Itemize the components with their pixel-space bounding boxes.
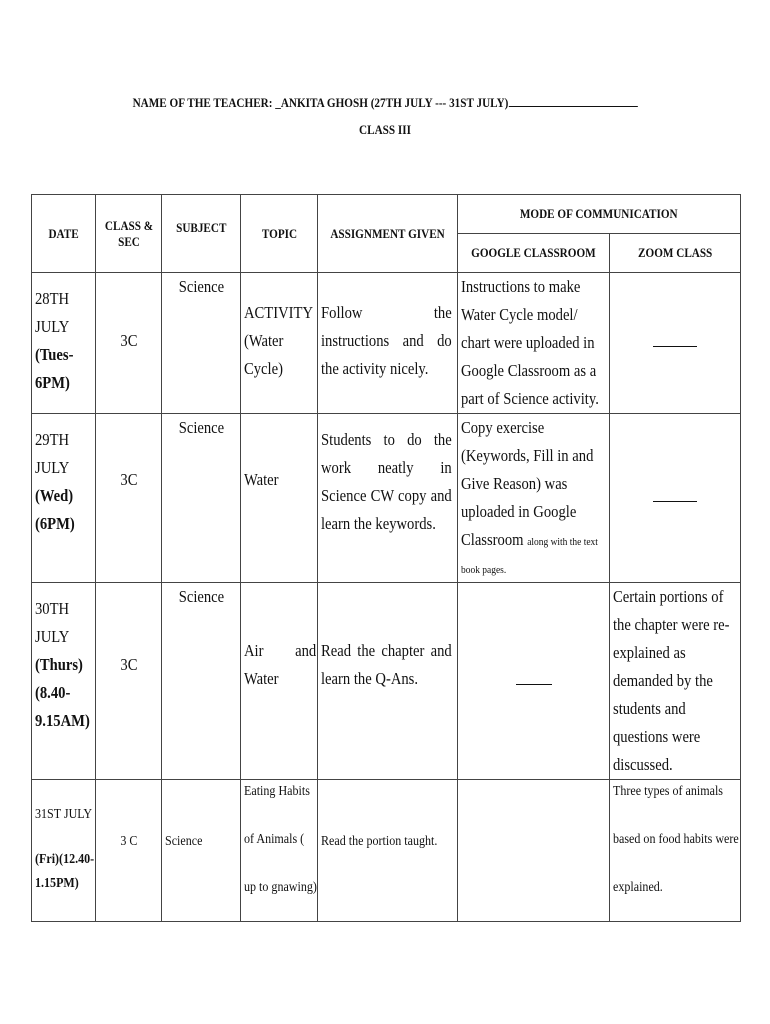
google-classroom-cell — [458, 780, 610, 922]
subject-cell: Science — [162, 414, 241, 583]
topic-cell: Water — [241, 414, 318, 583]
assignment-cell: Students to do the work neatly in Science CW copy and learn the keywords. — [318, 414, 458, 583]
underline-blank — [508, 94, 637, 107]
subject-cell: Science — [162, 583, 241, 780]
table-row — [32, 273, 741, 414]
class-sec-cell: 3C — [96, 583, 162, 780]
zoom-class-cell — [610, 414, 741, 583]
date-cell: 29TH JULY (Wed) (6PM) — [32, 414, 96, 583]
zoom-class-cell: Certain portions of the chapter were re-explained as demanded by the students and questions were discussed. — [610, 583, 741, 780]
header-row — [32, 195, 741, 234]
table-row — [32, 583, 741, 780]
empty-dash — [653, 346, 697, 347]
col-header-google: GOOGLE CLASSROOM — [458, 234, 610, 273]
empty-dash — [516, 684, 552, 685]
date-cell: 30TH JULY (Thurs) (8.40- 9.15AM) — [32, 583, 96, 780]
subject-cell: Science — [162, 780, 241, 922]
col-header-assignment: ASSIGNMENT GIVEN — [318, 195, 458, 273]
class-heading: CLASS III — [359, 122, 411, 137]
col-header-subject: SUBJECT — [162, 195, 241, 273]
subject-cell: Science — [162, 273, 241, 414]
class-sec-cell: 3C — [96, 414, 162, 583]
date-cell: 31ST JULY (Fri)(12.40- 1.15PM) — [32, 780, 96, 922]
assignment-cell: Read the chapter and learn the Q-Ans. — [318, 583, 458, 780]
class-sec-cell: 3C — [96, 273, 162, 414]
assignment-cell: Follow the instructions and do the activity nicely. — [318, 273, 458, 414]
teacher-name-text: NAME OF THE TEACHER: _ANKITA GHOSH (27TH JULY --- 31ST JULY) — [132, 95, 509, 110]
date-cell: 28TH JULY (Tues- 6PM) — [32, 273, 96, 414]
col-header-mode: MODE OF COMMUNICATION — [458, 195, 741, 234]
table-row — [32, 780, 741, 922]
google-classroom-cell: Instructions to make Water Cycle model/ chart were uploaded in Google Classroom as a part of Science activity. — [458, 273, 610, 414]
table-row — [32, 414, 741, 583]
google-classroom-cell: Copy exercise (Keywords, Fill in and Give Reason) was uploaded in Google Classroom along with the text book pages. — [458, 414, 610, 583]
zoom-class-cell — [610, 273, 741, 414]
col-header-date: DATE — [32, 195, 96, 273]
col-header-topic: TOPIC — [241, 195, 318, 273]
topic-cell: ACTIVITY (Water Cycle) — [241, 273, 318, 414]
assignment-cell: Read the portion taught. — [318, 780, 458, 922]
teacher-name-heading — [54, 94, 716, 111]
col-header-zoom: ZOOM CLASS — [610, 234, 741, 273]
topic-cell: Air and Water — [241, 583, 318, 780]
topic-cell: Eating Habits of Animals ( up to gnawing) — [241, 780, 318, 922]
google-classroom-cell — [458, 583, 610, 780]
lesson-plan-table — [31, 194, 741, 922]
class-sec-cell: 3 C — [96, 780, 162, 922]
zoom-class-cell: Three types of animals based on food habits were explained. — [610, 780, 741, 922]
col-header-class-sec: CLASS & SEC — [96, 195, 162, 273]
empty-dash — [653, 501, 697, 502]
